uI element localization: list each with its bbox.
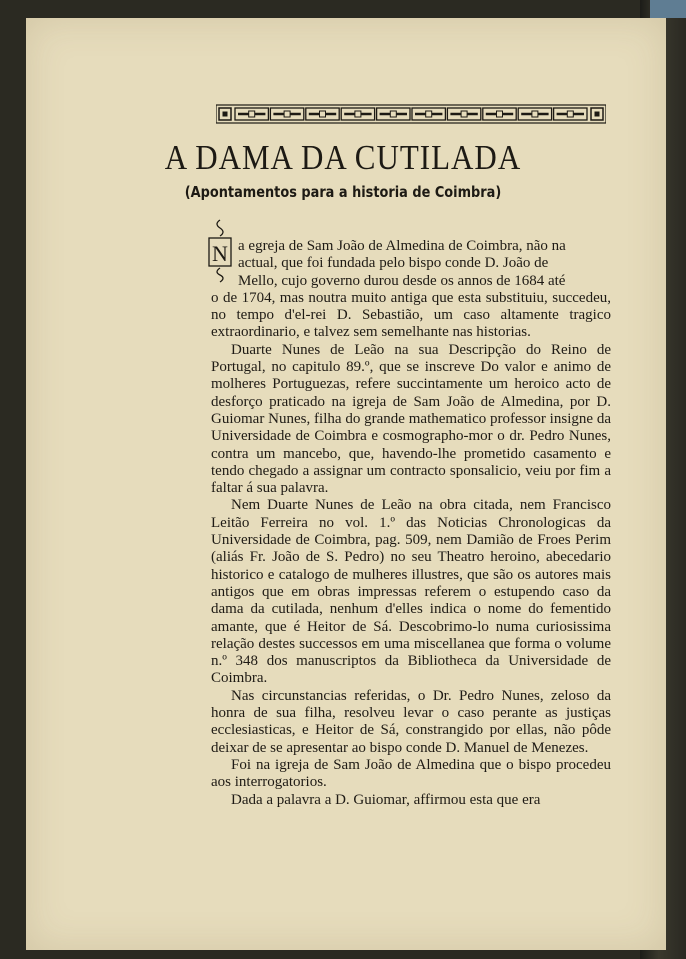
article-body — [211, 238, 611, 809]
dropcap-line-2: actual, que foi fundada pelo bispo conde D. João de — [238, 255, 549, 272]
ornamental-border — [216, 103, 606, 125]
dropcap-line-1: a egreja de Sam João de Almedina de Coimbra, não na — [238, 238, 566, 254]
paragraph-2: Duarte Nunes de Leão na sua Descripção do Reino de Portugal, no capitulo 89.º, que se inscreve Do valor e animo de molheres Portuguezas, refere succintamente um heroico acto de desforço praticado na igreja de Sam João de Almedina, por D. Guiomar Nunes, filha do grande mathematico professor insigne da Universidade de Coimbra e cosmographo-mor o dr. Pedro Nunes, contra um mancebo, que, havendo-lhe prometido casamento e tendo chegado a assignar um contracto sponsalicio, veiu por fim a faltar á sua palavra. — [211, 341, 611, 497]
cover-tab — [650, 0, 686, 18]
dropcap-line-3: Mello, cujo governo durou desde os annos de 1684 até — [238, 272, 566, 289]
paragraph-1-rest: o de 1704, mas noutra muito antiga que esta substituiu, succedeu, no tempo d'el-rei D. Sebastião, um caso altamente tragico extraordinario, e talvez sem semelhante nas historias. — [211, 289, 611, 341]
paragraph-5: Foi na igreja de Sam João de Almedina que o bispo procedeu aos interrogatorios. — [211, 756, 611, 791]
page-subtitle: (Apontamentos para a historia de Coimbra) — [184, 183, 502, 201]
paragraph-6: Dada a palavra a D. Guiomar, affirmou esta que era — [231, 791, 541, 808]
dropcap-letter: N — [212, 241, 228, 266]
paragraph-4: Nas circunstancias referidas, o Dr. Pedro Nunes, zeloso da honra de sua filha, resolveu levar o caso perante as justiças ecclesiasticas, e Heitor de Sá, constrangido por ellas, não pôde deixar de se apresentar ao bispo conde D. Manuel de Menezes. — [211, 687, 611, 756]
page-title: A DAMA DA CUTILADA — [164, 137, 522, 178]
paragraph-3: Nem Duarte Nunes de Leão na obra citada, nem Francisco Leitão Ferreira no vol. 1.º das Noticias Chronologicas da Universidade de Coimbra, pag. 509, nem Damião de Froes Perim (aliás Fr. João de S. Pedro) no seu Theatro heroino, abecedario historico e catalogo de mulheres illustres, que são os autores mais antigos que em obras impressas referem o estupendo caso da dama da cutilada, nenhum d'elles indica o nome do fementido amante, que é Heitor de Sá. Descobrimo-lo numa curiosissima relação destes successos em uma miscellanea que forma o volume n.º 348 dos manuscriptos da Bibliotheca da Universidade de Coimbra. — [211, 497, 611, 687]
paragraph-1 — [211, 238, 611, 342]
